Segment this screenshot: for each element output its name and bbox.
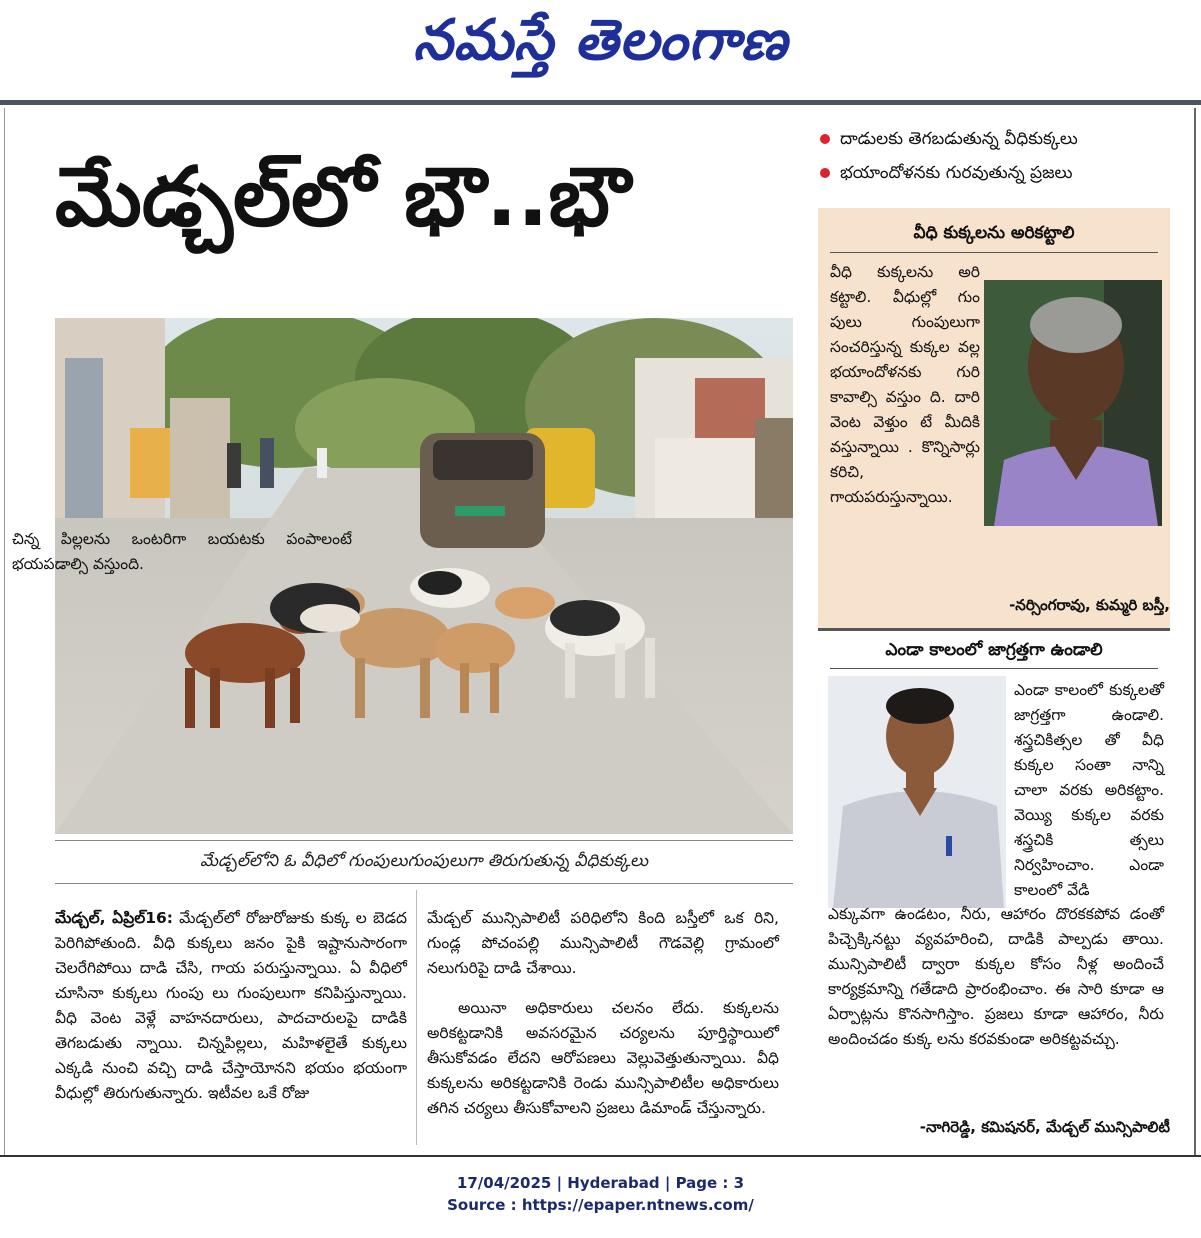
box1-portrait-photo <box>984 280 1162 526</box>
newspaper-logo: నమస్తే తెలంగాణ <box>413 8 788 73</box>
footer-divider <box>0 1155 1201 1157</box>
box2-portrait-photo <box>828 676 1006 908</box>
bullet-text: దాడులకు తెగబడుతున్న వీధికుక్కలు <box>840 129 1078 149</box>
man-portrait-illustration <box>984 280 1162 526</box>
article-col2-paragraph-2: అయినా అధికారులు చలనం లేదు. కుక్కలను అరికట్టడానికి అవసరమైన చర్యలను పూర్తిస్థాయిలో తీసుకోవడం లేదని ఆరోపణలు వెల్లువెత్తుతున్నాయి. వీధి కుక్కలను అరికట్టడానికి రెండు మున్సిపాలిటీల అధికారులు తగిన చర్యలు తీసుకోవాలని ప్రజలు డిమాండ్‌ చేస్తున్నారు. <box>427 999 779 1117</box>
masthead <box>0 0 1201 100</box>
box2-text-a: ఎండా కాలంలో కుక్కలతో జాగ్రత్తగా ఉండాలి. శస్త్రచికిత్సల తో వీధి కుక్కల సంతా నాన్ని చాలా వరకు అరికట్టాం. వెయ్యి కుక్కల వరకు శస్త్రచికి త్సలు నిర్వహించాం. ఎండా కాలంలో వేడి <box>1014 681 1164 899</box>
box1-text-b: చిన్న పిల్లలను ఒంటరిగా బయటకు పంపాలంటే భయపడాల్సి వస్తుంది. <box>12 530 352 573</box>
bullet-list <box>818 122 1198 190</box>
footer <box>0 1172 1201 1216</box>
page-border-left <box>4 108 5 1156</box>
bullet-dot-icon <box>820 168 830 178</box>
commissioner-portrait-illustration <box>828 676 1006 908</box>
photo-caption: మేడ్చల్‌లోని ఓ వీధిలో గుంపులుగుంపులుగా తిరుగుతున్న వీధికుక్కలు <box>55 840 793 884</box>
box2-heading-underline <box>830 668 1158 669</box>
masthead-divider <box>0 100 1201 105</box>
article-column-2 <box>427 890 779 1121</box>
box1-heading-underline <box>830 252 1158 253</box>
article-column-1 <box>55 890 407 1121</box>
column-divider <box>416 890 417 1145</box>
box2-heading: ఎండా కాలంలో జాగ్రత్తగా ఉండాలి <box>885 640 1103 660</box>
bullet-dot-icon <box>820 134 830 144</box>
footer-source[interactable]: Source : https://epaper.ntnews.com/ <box>447 1196 754 1214</box>
bullet-item <box>818 156 1198 190</box>
box1-attribution: -నర్సింగరావు, కుమ్మరి బస్తీ, <box>1009 596 1170 614</box>
bullet-item <box>818 122 1198 156</box>
box1-text-a: వీధి కుక్కలను అరి కట్టాలి. వీధుల్లో గుం పులు గుంపులుగా సంచరిస్తున్న కుక్కల వల్ల భయాందోళనకు గురి కావాల్సి వస్తుం ది. దారి వెంట వెళ్తుం టే మీదికి వస్తున్నాయి . కొన్నిసార్లు కరిచి, గాయపరుస్తున్నాయి. <box>830 263 980 506</box>
box1-heading: వీధి కుక్కలను అరికట్టాలి <box>913 223 1075 243</box>
sidebar-divider <box>818 628 1170 631</box>
box2-attribution: -నాగిరెడ్డి, కమిషనర్‌, మేడ్చల్‌ మున్సిపాలిటీ <box>919 1118 1170 1136</box>
box2-text-b: ఎక్కువగా ఉండటం, నీరు, ఆహారం దొరకకపోవ డంతో పిచ్చెక్కినట్టు వ్యవహరించి, దాడికి పాల్పడు తాయి. మున్సిపాలిటీ ద్వారా కుక్కల కోసం నీళ్ల అందించే కార్యక్రమాన్ని గతేడాది ప్రారంభించాం. ఈ సారి కూడా ఆ ఏర్పాట్లను కొనసాగిస్తాం. ప్రజలు కూడా ఆహారం, నీరు అందించడం కుక్క లను కరవకుండా అరికట్టవచ్చు. <box>828 905 1164 1048</box>
article-col2-paragraph-1: మేడ్చల్‌ మున్సిపాలిటీ పరిధిలోని కింది బస్తీలో ఒక రిని, గుండ్ల పోచంపల్లి మున్సిపాలిటీ గౌడవెల్లి గ్రామంలో నలుగురిపై దాడి చేశాయి. <box>427 908 779 977</box>
footer-date-page: 17/04/2025 | Hyderabad | Page : 3 <box>456 1174 745 1192</box>
headline: మేడ్చల్‌లో భౌ..భౌ <box>55 150 631 245</box>
page-border-right <box>1194 108 1196 1156</box>
bullet-text: భయాందోళనకు గురవుతున్న ప్రజలు <box>840 163 1073 183</box>
article-col1-text: మేడ్చల్‌లో రోజురోజుకు కుక్క ల బెడద పెరిగిపోతుంది. వీధి కుక్కలు జనం పైకి ఇష్టానుసారంగా చెలరేగిపోయి దాడి చేసి, గాయ పరుస్తున్నాయి. ఏ వీధిలో చూసినా కుక్కలు గుంపు లు గుంపులుగా కనిపిస్తున్నాయి. వీధి వెంట వెళ్లే వాహనదారులు, పాదచారులపై దాడికి తెగబడుతు న్నాయి. చిన్నపిల్లలు, మహిళలైతే కుక్కలు ఎక్కడి నుంచి వచ్చి దాడి చేస్తాయోనని భయం భయంగా వీధుల్లో తిరుగుతున్నారు. ఇటీవల ఒకే రోజు <box>55 908 407 1102</box>
article-dateline: మేడ్చల్‌, ఏప్రిల్‌16: <box>55 908 173 927</box>
